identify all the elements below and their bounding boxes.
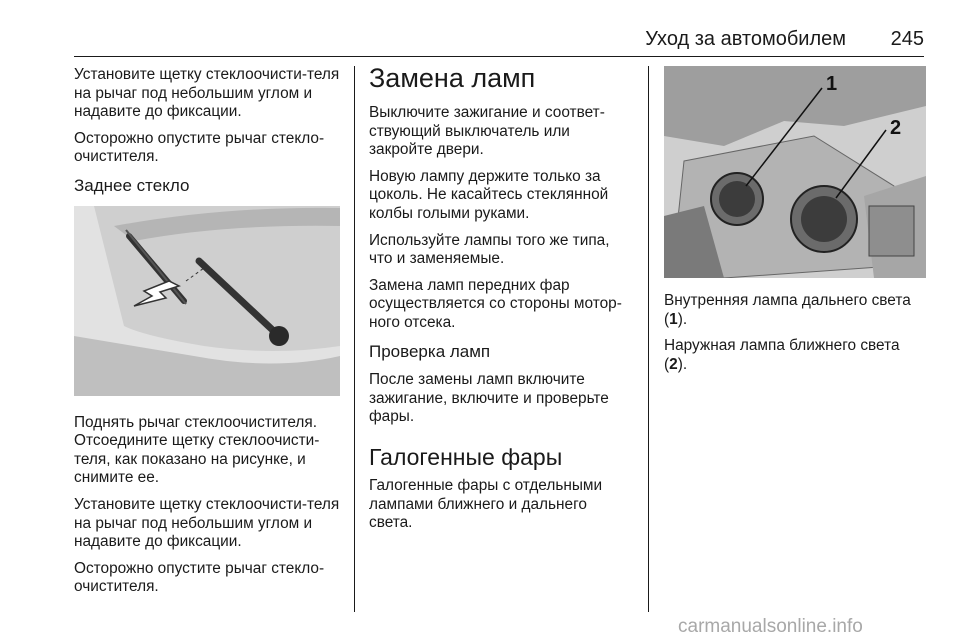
paragraph: После замены ламп включите зажигание, включите и проверьте фары. — [369, 371, 609, 426]
bulb-replacement-heading: Замена ламп — [369, 63, 536, 93]
middle-column — [369, 62, 634, 541]
column-divider — [648, 66, 649, 612]
paragraph: Используйте лампы того же типа, что и заменяемые. — [369, 231, 610, 268]
headlight-bulbs-illustration — [664, 66, 926, 278]
page-header — [74, 28, 924, 57]
paragraph: Новую лампу держите только за цоколь. Не касайтесь стеклянной колбы голыми руками. — [369, 167, 609, 222]
paragraph: Осторожно опустите рычаг стекло-очистителя. — [74, 129, 325, 166]
paragraph: Установите щетку стеклоочисти-теля на рычаг под небольшим углом и надавите до фиксации. — [74, 495, 340, 551]
column-divider — [354, 66, 355, 612]
paragraph: Установите щетку стеклоочисти-теля на рычаг под небольшим углом и надавите до фиксации. — [74, 66, 340, 121]
halogen-headlights-heading: Галогенные фары — [369, 443, 563, 470]
paragraph: Замена ламп передних фар осуществляется со стороны мотор-ного отсека. — [369, 276, 622, 331]
page-number: 245 — [890, 28, 924, 50]
caption-inner-high-beam: Внутренняя лампа дальнего света (1). — [664, 292, 911, 328]
left-column — [74, 66, 344, 605]
paragraph: Осторожно опустите рычаг стекло-очистителя. — [74, 559, 325, 596]
right-column — [664, 66, 926, 382]
paragraph: Выключите зажигание и соответ-ствующий выключатель или закройте двери. — [369, 104, 605, 159]
callout-2: 2 — [890, 117, 902, 139]
section-title: Уход за автомобилем — [645, 28, 846, 50]
caption-outer-low-beam: Наружная лампа ближнего света (2). — [664, 337, 900, 373]
paragraph: Галогенные фары с отдельными лампами ближнего и дальнего света. — [369, 476, 603, 532]
bulb-check-heading: Проверка ламп — [369, 341, 491, 361]
watermark: carmanualsonline.info — [678, 616, 863, 637]
rear-window-heading: Заднее стекло — [74, 175, 190, 195]
rear-wiper-illustration — [74, 206, 340, 396]
paragraph: Поднять рычаг стеклоочистителя. Отсоедините щетку стеклоочисти-теля, как показано на рисунке, и снимите ее. — [74, 413, 320, 487]
callout-1: 1 — [826, 73, 838, 95]
